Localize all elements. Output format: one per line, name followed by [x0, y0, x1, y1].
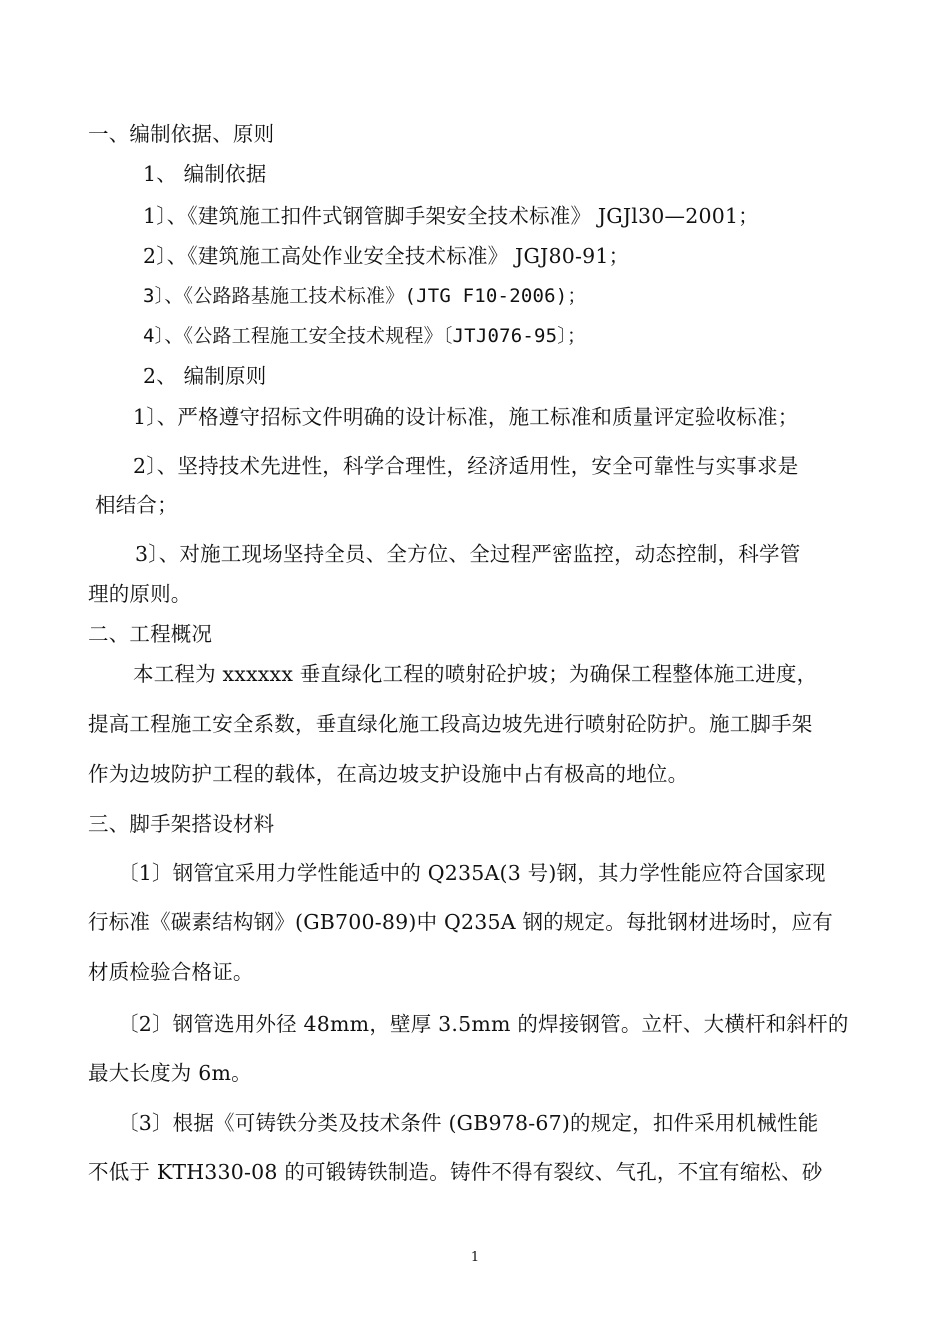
basis-item-2: 2〕、《建筑施工高处作业安全技术标准》 JGJ80-91； [143, 244, 630, 268]
page-number: 1 [470, 1250, 480, 1265]
basis-item-4: 4〕、《公路工程施工安全技术规程》〔JTJ076-95〕； [143, 325, 587, 347]
material-item-3-line-2: 不低于 KTH330-08 的可锻铸铁制造。铸件不得有裂纹、气孔，不宜有缩松、砂 [88, 1160, 823, 1184]
material-item-3-line-1: 〔3〕根据《可铸铁分类及技术条件 (GB978-67)的规定，扣件采用机械性能 [118, 1111, 819, 1135]
principle-1: 1〕、严格遵守招标文件明确的设计标准，施工标准和质量评定验收标准； [133, 405, 799, 429]
overview-line-3: 作为边坡防护工程的载体，在高边坡支护设施中占有极高的地位。 [88, 762, 689, 786]
overview-line-2: 提高工程施工安全系数，垂直绿化施工段高边坡先进行喷射砼防护。施工脚手架 [88, 712, 813, 736]
section-1-heading: 一、编制依据、原则 [88, 122, 275, 146]
overview-line-1: 本工程为 xxxxxx 垂直绿化工程的喷射砼护坡；为确保工程整体施工进度， [133, 662, 818, 686]
basis-item-3: 3〕、《公路路基施工技术标准》(JTG F10-2006)； [143, 285, 587, 307]
material-item-1-line-2: 行标准《碳素结构钢》(GB700-89)中 Q235A 钢的规定。每批钢材进场时，应有 [88, 910, 833, 934]
subsection-1-title: 1、 编制依据 [143, 162, 267, 186]
material-item-2-line-1: 〔2〕钢管选用外径 48mm，壁厚 3.5mm 的焊接钢管。立杆、大横杆和斜杆的 [118, 1012, 849, 1036]
material-item-2-line-2: 最大长度为 6m。 [88, 1061, 252, 1085]
principle-2-line-2: 相结合； [95, 493, 178, 517]
principle-3-line-2: 理的原则。 [88, 582, 192, 606]
principle-2-line-1: 2〕、坚持技术先进性，科学合理性，经济适用性，安全可靠性与实事求是 [133, 454, 799, 478]
material-item-1-line-3: 材质检验合格证。 [88, 960, 254, 984]
subsection-2-title: 2、 编制原则 [143, 364, 267, 388]
section-2-heading: 二、工程概况 [88, 622, 213, 646]
material-item-1-line-1: 〔1〕钢管宜采用力学性能适中的 Q235A(3 号)钢，其力学性能应符合国家现 [118, 861, 826, 885]
principle-3-line-1: 3〕、对施工现场坚持全员、全方位、全过程严密监控，动态控制，科学管 [135, 542, 801, 566]
basis-item-1: 1〕、《建筑施工扣件式钢管脚手架安全技术标准》 JGJl30—2001； [143, 204, 759, 228]
section-3-heading: 三、脚手架搭设材料 [88, 812, 275, 836]
